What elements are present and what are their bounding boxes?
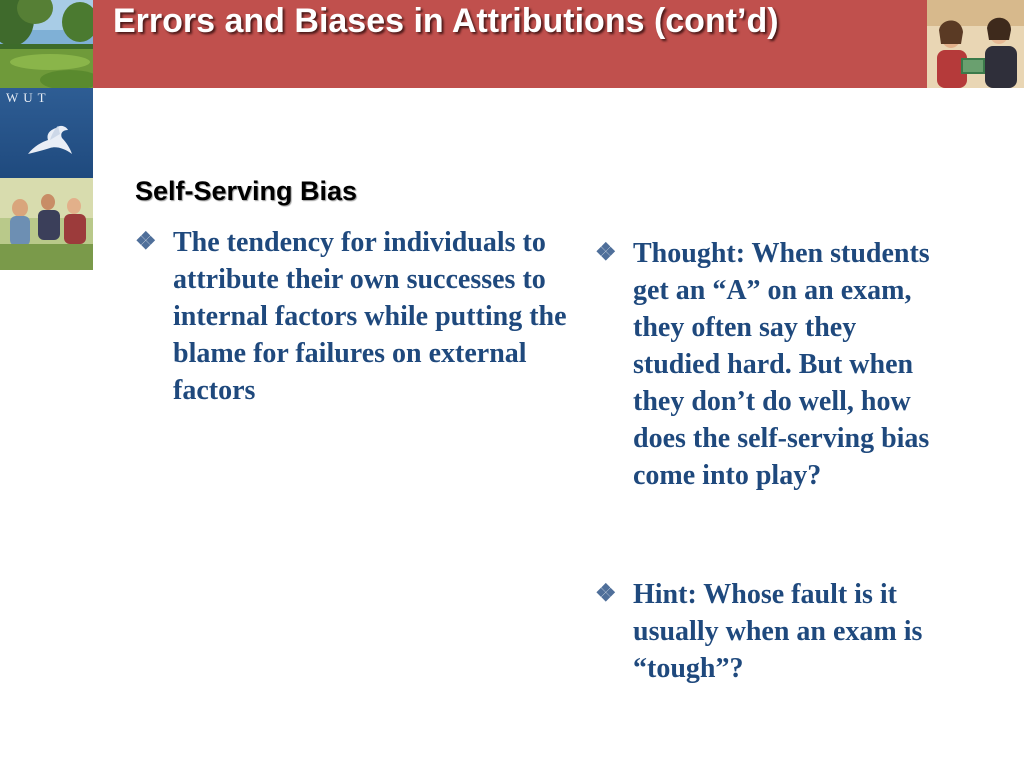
reading-students-photo — [927, 0, 1024, 88]
bullet-text: Hint: Whose fault is it usually when an exam is “tough”? — [633, 579, 923, 684]
four-diamond-bullet-icon: ❖ — [135, 229, 157, 255]
bullet-definition — [135, 224, 575, 409]
university-logo — [0, 88, 93, 178]
students-photo — [0, 178, 93, 270]
logo-text: WUT — [6, 90, 51, 105]
title-banner — [93, 0, 927, 88]
bullet-thought — [595, 235, 935, 494]
section-heading: Self-Serving Bias — [135, 176, 358, 206]
left-decor-column — [0, 0, 93, 270]
bird-logo-icon — [0, 88, 93, 178]
landscape-photo — [0, 0, 93, 88]
bullet-text: Thought: When students get an “A” on an exam, they often say they studied hard. But when they don’t do well, how does the self-serving bias come into play? — [633, 238, 930, 491]
bullet-text: The tendency for individuals to attribute their own successes to internal factors while putting the blame for failures on external factors — [173, 227, 567, 406]
four-diamond-bullet-icon: ❖ — [595, 240, 617, 266]
slide-title: Errors and Biases in Attributions (cont’d) — [113, 2, 779, 40]
bullet-hint — [595, 576, 935, 687]
four-diamond-bullet-icon: ❖ — [595, 581, 617, 607]
